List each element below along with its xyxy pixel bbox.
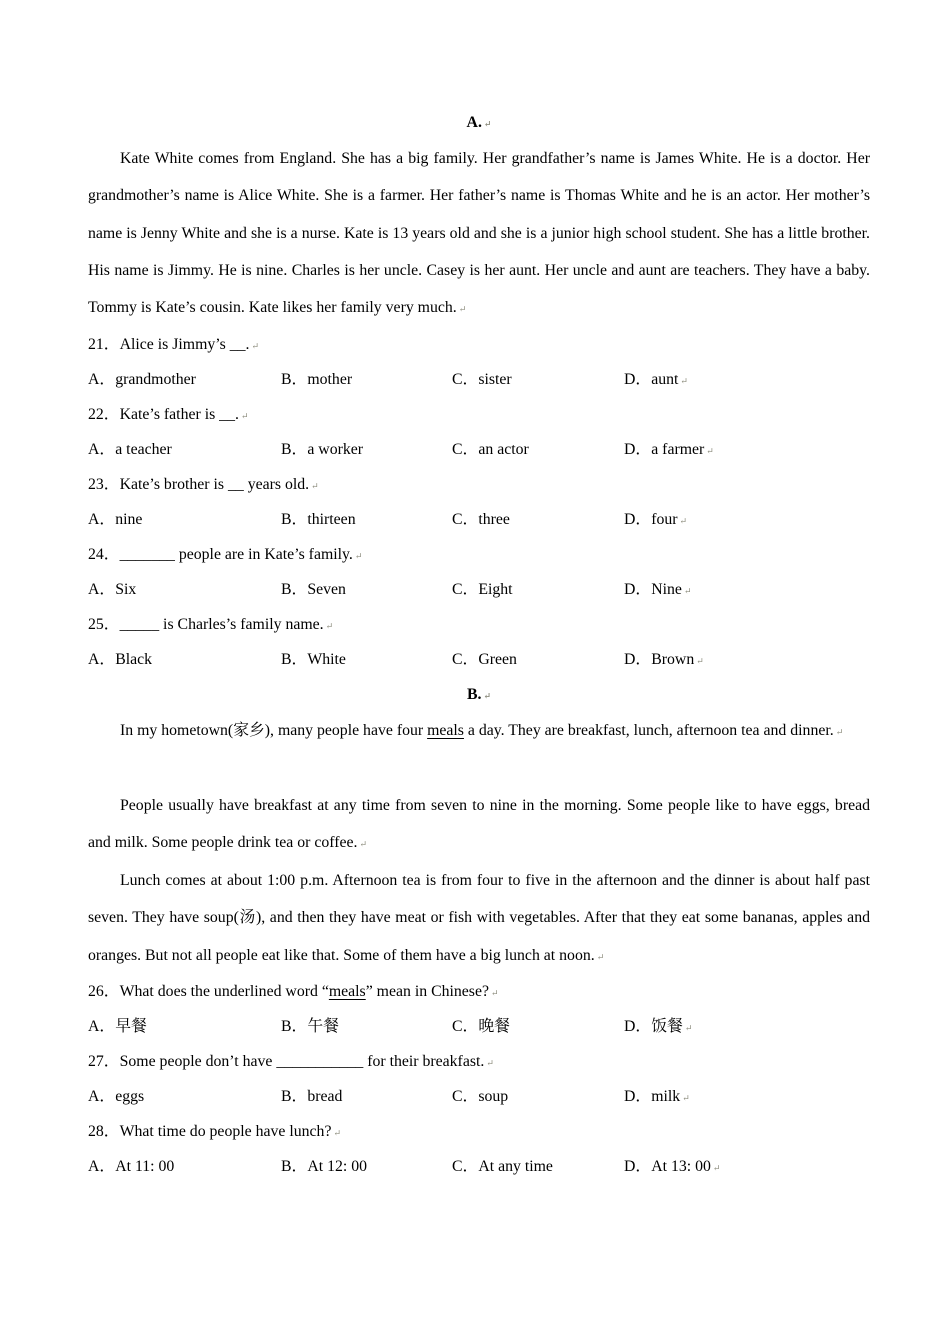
paragraph-mark-icon: ↵	[359, 839, 368, 850]
question-24-text: _______ people are in Kate’s family.	[119, 546, 353, 563]
paragraph-mark-icon: ↵	[835, 727, 844, 737]
paragraph-mark-icon: ↵	[486, 1058, 494, 1068]
option-24-b-text: Seven	[307, 581, 346, 598]
section-b-passage-2	[88, 787, 870, 862]
section-b-passage-1-post: a day. They are breakfast, lunch, afternoon tea and dinner.	[463, 722, 834, 739]
document-content	[88, 105, 870, 1184]
option-25-a	[88, 642, 281, 677]
question-21-options	[88, 362, 870, 397]
option-24-c	[452, 572, 624, 607]
option-28-d-text: At 13: 00	[651, 1158, 711, 1175]
underlined-word-meals: meals	[427, 722, 464, 739]
paragraph-mark-icon: ↵	[333, 1128, 342, 1138]
question-28-options	[88, 1149, 870, 1184]
option-27-c-text: soup	[478, 1088, 509, 1105]
option-22-d	[624, 432, 870, 467]
option-28-c-label: C．	[452, 1158, 479, 1175]
paragraph-mark-icon: ↵	[679, 516, 688, 526]
question-22-options	[88, 432, 870, 467]
section-b-passage-2-text: People usually have breakfast at any time from seven to nine in the morning. Some people like to have eggs, bread and milk. Some people drink tea or coffee.	[88, 797, 870, 852]
option-26-b-text: 午餐	[307, 1018, 339, 1035]
paragraph-mark-icon: ↵	[706, 446, 714, 456]
option-22-b-text: a worker	[307, 441, 364, 458]
option-23-d	[624, 502, 870, 537]
section-a-passage-text: Kate White comes from England. She has a big family. Her grandfather’s name is James White. He is a doctor. Her grandmother’s name is Alice White. She is a farmer. Her father’s name is Thomas White and he is an actor. Her mother’s name is Jenny White and she is a nurse. Kate is 13 years old and she is a junior high school student. She has a little brother. His name is Jimmy. He is nine. Charles is her uncle. Casey is her aunt. Her uncle and aunt are teachers. They have a baby. Tommy is Kate’s cousin. Kate likes her family very much.	[88, 150, 870, 317]
option-22-b	[281, 432, 452, 467]
question-21-text: Alice is Jimmy’s __.	[119, 336, 250, 353]
option-25-d-label: D．	[624, 651, 652, 668]
question-25	[88, 607, 870, 642]
underlined-word-meals: meals	[328, 983, 366, 1000]
question-23-number: 23．	[88, 476, 120, 493]
option-26-c-label: C．	[452, 1018, 479, 1035]
paragraph-mark-icon: ↵	[483, 119, 492, 129]
option-22-c-label: C．	[452, 441, 479, 458]
section-b-passage-1-pre: In my hometown(家乡), many people have four	[120, 722, 428, 739]
paragraph-mark-icon: ↵	[311, 481, 319, 491]
option-25-c-label: C．	[452, 651, 479, 668]
section-a-header	[88, 105, 870, 140]
paragraph-mark-icon: ↵	[251, 341, 260, 351]
option-23-b-label: B．	[281, 511, 308, 528]
option-27-c-label: C．	[452, 1088, 479, 1105]
option-28-a-label: A．	[88, 1158, 116, 1175]
option-26-d-text: 饭餐	[651, 1018, 683, 1035]
question-26-text-pre: What does the underlined word “	[119, 983, 329, 1000]
option-21-d-label: D．	[624, 371, 652, 388]
paragraph-mark-icon: ↵	[240, 411, 249, 421]
question-22	[88, 397, 870, 432]
option-24-a	[88, 572, 281, 607]
option-22-b-label: B．	[281, 441, 308, 458]
question-28-number: 28．	[88, 1123, 120, 1140]
option-26-c	[452, 1009, 624, 1044]
option-21-a	[88, 362, 281, 397]
option-25-a-label: A．	[88, 651, 116, 668]
option-26-d-label: D．	[624, 1018, 652, 1035]
paragraph-mark-icon: ↵	[680, 376, 688, 386]
option-27-a-label: A．	[88, 1088, 116, 1105]
option-28-b	[281, 1149, 452, 1184]
paragraph-mark-icon: ↵	[325, 621, 334, 631]
option-27-b-text: bread	[307, 1088, 343, 1105]
option-24-a-label: A．	[88, 581, 116, 598]
option-22-d-text: a farmer	[651, 441, 705, 458]
option-21-d-text: aunt	[651, 371, 679, 388]
paragraph-mark-icon: ↵	[490, 988, 499, 998]
option-21-c	[452, 362, 624, 397]
option-28-a-text: At 11: 00	[115, 1158, 175, 1175]
option-27-c	[452, 1079, 624, 1114]
option-21-c-text: sister	[478, 371, 512, 388]
option-22-c	[452, 432, 624, 467]
option-27-a-text: eggs	[115, 1088, 145, 1105]
option-21-a-text: grandmother	[115, 371, 196, 388]
option-24-b	[281, 572, 452, 607]
question-28	[88, 1114, 870, 1149]
option-28-c-text: At any time	[478, 1158, 553, 1175]
option-23-b	[281, 502, 452, 537]
option-27-b	[281, 1079, 452, 1114]
question-27	[88, 1044, 870, 1079]
option-23-c	[452, 502, 624, 537]
question-27-text: Some people don’t have ___________ for their breakfast.	[119, 1053, 485, 1070]
paragraph-mark-icon: ↵	[683, 586, 692, 596]
question-27-number: 27．	[88, 1053, 120, 1070]
option-26-d	[624, 1009, 870, 1044]
option-23-d-label: D．	[624, 511, 652, 528]
option-26-a-label: A．	[88, 1018, 116, 1035]
section-b-passage-3	[88, 862, 870, 974]
paragraph-mark-icon: ↵	[596, 951, 605, 962]
question-21	[88, 327, 870, 362]
option-28-c	[452, 1149, 624, 1184]
paragraph-mark-icon: ↵	[696, 656, 704, 666]
option-21-d	[624, 362, 870, 397]
section-b-passage-1	[88, 712, 870, 787]
option-23-b-text: thirteen	[307, 511, 356, 528]
question-24-number: 24．	[88, 546, 120, 563]
option-21-b-label: B．	[281, 371, 308, 388]
option-22-a-text: a teacher	[115, 441, 172, 458]
option-28-b-label: B．	[281, 1158, 308, 1175]
question-25-number: 25．	[88, 616, 120, 633]
option-26-a-text: 早餐	[115, 1018, 147, 1035]
question-22-number: 22．	[88, 406, 120, 423]
option-26-b-label: B．	[281, 1018, 308, 1035]
question-25-options	[88, 642, 870, 677]
option-28-d-label: D．	[624, 1158, 652, 1175]
option-24-d-label: D．	[624, 581, 652, 598]
question-21-number: 21．	[88, 336, 120, 353]
question-24-options	[88, 572, 870, 607]
option-24-c-text: Eight	[478, 581, 513, 598]
option-27-a	[88, 1079, 281, 1114]
option-24-d-text: Nine	[651, 581, 682, 598]
question-22-text: Kate’s father is __.	[119, 406, 239, 423]
question-26	[88, 974, 870, 1009]
paragraph-mark-icon: ↵	[682, 1093, 690, 1103]
question-26-text-post: ” mean in Chinese?	[365, 983, 489, 1000]
section-b-title: B.	[466, 686, 482, 703]
option-25-b	[281, 642, 452, 677]
section-b-passage-3-text: Lunch comes at about 1:00 p.m. Afternoon tea is from four to five in the afternoon and the dinner is about half past seven. They have soup(汤), and then they have meat or fish with vegetables. After that they eat some bananas, apples and oranges. But not all people eat like that. Some of them have a big lunch at noon.	[88, 872, 870, 964]
option-26-a	[88, 1009, 281, 1044]
paragraph-mark-icon: ↵	[483, 691, 492, 701]
question-26-number: 26．	[88, 983, 120, 1000]
option-23-c-label: C．	[452, 511, 479, 528]
option-21-b	[281, 362, 452, 397]
option-25-c	[452, 642, 624, 677]
option-24-a-text: Six	[115, 581, 137, 598]
question-23	[88, 467, 870, 502]
option-22-a-label: A．	[88, 441, 116, 458]
option-26-b	[281, 1009, 452, 1044]
option-21-a-label: A．	[88, 371, 116, 388]
option-25-b-text: White	[307, 651, 346, 668]
option-28-d	[624, 1149, 870, 1184]
question-23-text: Kate’s brother is __ years old.	[119, 476, 310, 493]
option-25-c-text: Green	[478, 651, 517, 668]
option-23-c-text: three	[478, 511, 510, 528]
option-22-d-label: D．	[624, 441, 652, 458]
option-22-a	[88, 432, 281, 467]
paragraph-mark-icon: ↵	[354, 551, 363, 561]
option-25-a-text: Black	[115, 651, 153, 668]
section-b-header	[88, 677, 870, 712]
option-23-d-text: four	[651, 511, 678, 528]
option-23-a	[88, 502, 281, 537]
option-25-b-label: B．	[281, 651, 308, 668]
option-27-d-text: milk	[651, 1088, 681, 1105]
paragraph-mark-icon: ↵	[684, 1023, 693, 1033]
option-21-c-label: C．	[452, 371, 479, 388]
option-27-d-label: D．	[624, 1088, 652, 1105]
option-25-d	[624, 642, 870, 677]
option-21-b-text: mother	[307, 371, 353, 388]
option-25-d-text: Brown	[651, 651, 695, 668]
paragraph-mark-icon: ↵	[458, 304, 467, 315]
option-23-a-label: A．	[88, 511, 116, 528]
option-27-b-label: B．	[281, 1088, 308, 1105]
question-27-options	[88, 1079, 870, 1114]
question-24	[88, 537, 870, 572]
option-22-c-text: an actor	[478, 441, 529, 458]
option-24-d	[624, 572, 870, 607]
option-26-c-text: 晚餐	[478, 1018, 510, 1035]
option-24-c-label: C．	[452, 581, 479, 598]
option-23-a-text: nine	[115, 511, 143, 528]
section-a-title: A.	[466, 114, 482, 131]
question-28-text: What time do people have lunch?	[119, 1123, 332, 1140]
question-26-options	[88, 1009, 870, 1044]
section-a-passage	[88, 140, 870, 327]
option-28-a	[88, 1149, 281, 1184]
question-25-text: _____ is Charles’s family name.	[119, 616, 324, 633]
paragraph-mark-icon: ↵	[712, 1163, 721, 1173]
option-27-d	[624, 1079, 870, 1114]
question-23-options	[88, 502, 870, 537]
option-28-b-text: At 12: 00	[307, 1158, 368, 1175]
option-24-b-label: B．	[281, 581, 308, 598]
